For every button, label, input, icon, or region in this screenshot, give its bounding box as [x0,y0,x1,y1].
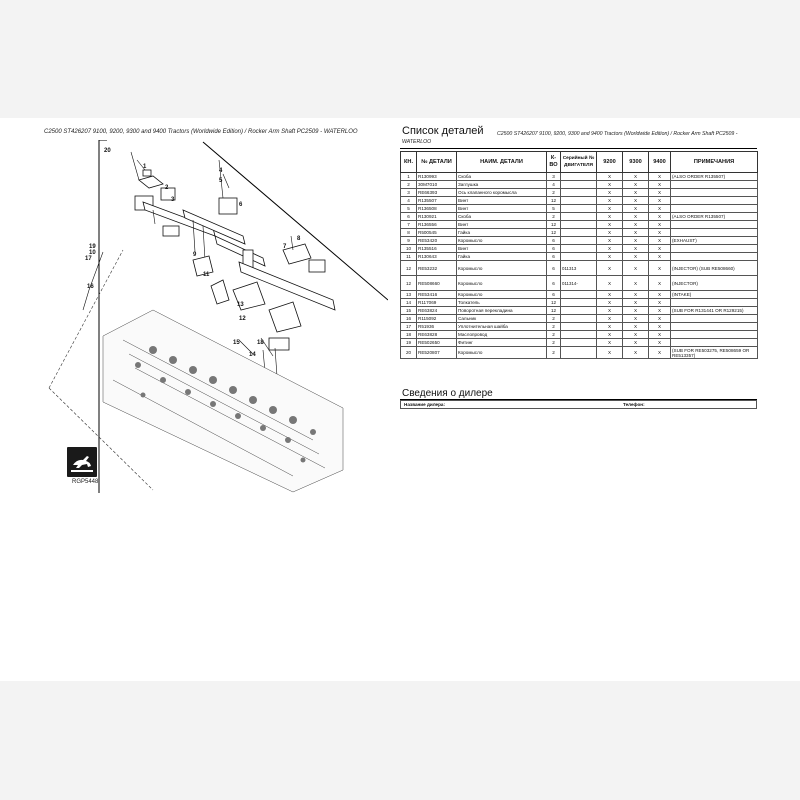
parts-list-heading: Список деталей [402,125,484,137]
callout-9: 9 [193,252,197,258]
table-cell-b: X [623,245,649,253]
table-cell-qty: 6 [547,237,561,245]
table-cell-name: Винт [457,245,547,253]
table-cell-note [671,189,758,197]
table-cell-n: 15 [401,307,417,315]
parts-table-body [401,173,758,359]
callout-18: 18 [257,340,264,346]
table-cell-b: X [623,237,649,245]
table-cell-b: X [623,339,649,347]
callout-14: 14 [249,352,256,358]
table-cell-part: R130921 [417,213,457,221]
table-cell-note [671,197,758,205]
table-cell-qty: 2 [547,331,561,339]
table-cell-n: 2 [401,181,417,189]
table-cell-n: 11 [401,253,417,261]
table-cell-b: X [623,213,649,221]
table-cell-n: 12 [401,276,417,291]
table-cell-note [671,181,758,189]
table-row [401,229,758,237]
callout-8: 8 [297,236,301,242]
dealer-info-row [400,400,757,409]
table-cell-serial [561,323,597,331]
table-cell-serial: 011314- [561,276,597,291]
table-cell-qty: 12 [547,197,561,205]
table-cell-a: X [597,197,623,205]
table-cell-c: X [649,229,671,237]
dealer-heading: Сведения о дилере [402,388,493,399]
table-row [401,347,758,359]
table-cell-note [671,221,758,229]
table-cell-note: (INJECTOR) [671,276,758,291]
table-cell-part: RE66393 [417,189,457,197]
table-cell-qty: 2 [547,339,561,347]
table-cell-name: Гайка [457,253,547,261]
diagram-title: C2500 ST426207 9100, 9200, 9300 and 9400 Tractors (Worldwide Edition) / Rocker Arm Shaft PC2509 - WATERLOO [44,129,358,135]
table-cell-note [671,253,758,261]
table-cell-part: R500545 [417,229,457,237]
table-cell-note: (INJECTOR) (SUB RE508660) [671,261,758,276]
table-cell-name: Скоба [457,173,547,181]
table-row [401,331,758,339]
table-cell-b: X [623,331,649,339]
table-cell-note: (SUB FOR R131441 OR R129215) [671,307,758,315]
table-cell-b: X [623,189,649,197]
table-cell-part: RE63824 [417,307,457,315]
table-cell-n: 17 [401,323,417,331]
table-cell-serial [561,347,597,359]
table-cell-a: X [597,213,623,221]
callout-17: 17 [85,256,92,262]
table-cell-n: 7 [401,221,417,229]
callout-4: 4 [219,168,223,174]
table-cell-c: X [649,245,671,253]
table-cell-name: Коромысло [457,291,547,299]
exploded-view-drawing [43,140,388,493]
table-cell-b: X [623,173,649,181]
diagram-code: RGP5448 [72,479,99,485]
table-cell-c: X [649,261,671,276]
table-row [401,237,758,245]
table-cell-part: R117069 [417,299,457,307]
table-cell-qty: 6 [547,291,561,299]
table-cell-serial [561,315,597,323]
table-cell-qty: 6 [547,276,561,291]
table-cell-serial [561,205,597,213]
table-row [401,276,758,291]
table-cell-b: X [623,276,649,291]
table-cell-c: X [649,173,671,181]
table-cell-c: X [649,307,671,315]
table-cell-name: Уплотнительная шайба [457,323,547,331]
table-row [401,197,758,205]
table-cell-a: X [597,339,623,347]
table-cell-serial [561,237,597,245]
table-cell-serial [561,245,597,253]
table-cell-serial [561,331,597,339]
table-cell-b: X [623,181,649,189]
table-cell-qty: 6 [547,245,561,253]
table-cell-part: RE520807 [417,347,457,359]
callout-5: 5 [219,178,223,184]
column-header: НАИМ. ДЕТАЛИ [457,152,547,173]
table-cell-qty: 6 [547,261,561,276]
table-cell-serial [561,291,597,299]
callout-1: 1 [143,164,147,170]
column-header: № ДЕТАЛИ [417,152,457,173]
table-cell-part: RE53420 [417,237,457,245]
table-cell-a: X [597,291,623,299]
table-cell-c: X [649,299,671,307]
table-row [401,323,758,331]
table-cell-name: Толкатель [457,299,547,307]
callout-6: 6 [239,202,243,208]
table-cell-qty: 2 [547,323,561,331]
table-cell-n: 8 [401,229,417,237]
table-cell-note [671,299,758,307]
table-cell-c: X [649,323,671,331]
table-cell-part: R135516 [417,245,457,253]
table-row [401,315,758,323]
table-cell-a: X [597,323,623,331]
table-cell-qty: 2 [547,189,561,197]
table-cell-n: 20 [401,347,417,359]
dealer-name-label: Название дилера: [404,402,446,407]
table-cell-qty: 2 [547,347,561,359]
heading-divider [400,148,757,149]
table-cell-qty: 2 [547,315,561,323]
table-cell-a: X [597,331,623,339]
table-cell-part: RE63828 [417,331,457,339]
column-header: ПРИМЕЧАНИЯ [671,152,758,173]
callout-2: 2 [165,185,169,191]
table-cell-c: X [649,237,671,245]
table-cell-c: X [649,205,671,213]
table-cell-part: RE502650 [417,339,457,347]
table-cell-c: X [649,315,671,323]
table-cell-a: X [597,261,623,276]
table-cell-a: X [597,229,623,237]
table-cell-name: Коромысло [457,261,547,276]
table-row [401,291,758,299]
table-cell-a: X [597,307,623,315]
table-cell-qty: 2 [547,213,561,221]
table-cell-b: X [623,261,649,276]
table-cell-name: Маслопровод [457,331,547,339]
table-cell-c: X [649,291,671,299]
table-cell-serial [561,253,597,261]
table-cell-note [671,331,758,339]
table-cell-name: Коромысло [457,276,547,291]
callout-16: 16 [87,284,94,290]
column-header: 9400 [649,152,671,173]
column-header: К-ВО [547,152,561,173]
table-cell-qty: 12 [547,221,561,229]
table-cell-a: X [597,253,623,261]
table-cell-n: 3 [401,189,417,197]
callout-15: 15 [233,340,240,346]
column-header: 9300 [623,152,649,173]
table-cell-n: 9 [401,237,417,245]
table-cell-qty: 12 [547,307,561,315]
table-row [401,221,758,229]
table-cell-b: X [623,347,649,359]
table-cell-name: Скоба [457,213,547,221]
column-header: Серийный № ДВИГАТЕЛЯ [561,152,597,173]
table-cell-serial [561,189,597,197]
table-cell-note: (SUB FOR RE503275, RE508659 OR RE513357) [671,347,758,359]
table-row [401,173,758,181]
table-cell-name: Коромысло [457,347,547,359]
table-cell-qty: 12 [547,229,561,237]
callout-3: 3 [171,197,175,203]
table-row [401,307,758,315]
callout-12: 12 [239,316,246,322]
table-row [401,299,758,307]
table-cell-c: X [649,347,671,359]
table-cell-b: X [623,205,649,213]
table-cell-serial [561,299,597,307]
table-cell-note [671,229,758,237]
table-cell-n: 16 [401,315,417,323]
table-cell-c: X [649,197,671,205]
table-cell-c: X [649,339,671,347]
column-header: 9200 [597,152,623,173]
table-cell-note: (ALSO ORDER R135507) [671,213,758,221]
john-deere-logo [67,447,97,477]
table-cell-name: Фитинг [457,339,547,347]
table-cell-b: X [623,221,649,229]
table-cell-a: X [597,181,623,189]
callout-20: 20 [104,148,111,154]
table-cell-b: X [623,253,649,261]
table-cell-note [671,339,758,347]
table-row [401,245,758,253]
table-cell-b: X [623,299,649,307]
table-row [401,181,758,189]
table-cell-c: X [649,221,671,229]
table-cell-note [671,205,758,213]
table-cell-serial [561,173,597,181]
table-cell-c: X [649,253,671,261]
table-cell-name: Гайка [457,229,547,237]
table-cell-note [671,323,758,331]
table-cell-note: (EXHAUST) [671,237,758,245]
table-row [401,205,758,213]
table-cell-serial [561,197,597,205]
table-cell-qty: 6 [547,253,561,261]
table-cell-a: X [597,205,623,213]
table-cell-a: X [597,347,623,359]
table-cell-part: R130993 [417,173,457,181]
table-cell-qty: 5 [547,205,561,213]
callout-10: 10 [89,250,96,256]
table-cell-serial [561,213,597,221]
exploded-view-diagram [43,140,388,493]
table-cell-b: X [623,323,649,331]
table-cell-qty: 3 [547,173,561,181]
table-row [401,213,758,221]
table-cell-part: RE53416 [417,291,457,299]
table-cell-n: 5 [401,205,417,213]
table-cell-qty: 12 [547,299,561,307]
table-cell-part: R136556 [417,221,457,229]
table-header-row [401,152,758,173]
table-cell-part: RE508660 [417,276,457,291]
callout-19: 19 [89,244,96,250]
table-cell-c: X [649,189,671,197]
table-cell-a: X [597,276,623,291]
parts-table [400,151,758,359]
table-cell-n: 14 [401,299,417,307]
table-cell-name: Винт [457,205,547,213]
table-cell-part: R115092 [417,315,457,323]
table-cell-a: X [597,299,623,307]
table-cell-n: 4 [401,197,417,205]
table-cell-n: 1 [401,173,417,181]
table-cell-part: R135507 [417,197,457,205]
table-cell-name: Заглушка [457,181,547,189]
table-cell-name: Поворотная перекладина [457,307,547,315]
table-cell-a: X [597,221,623,229]
table-cell-serial [561,181,597,189]
table-cell-name: Винт [457,221,547,229]
column-header: КН. [401,152,417,173]
table-row [401,253,758,261]
table-cell-part: R51936 [417,323,457,331]
table-cell-part: R136508 [417,205,457,213]
table-cell-note [671,245,758,253]
table-row [401,189,758,197]
table-cell-c: X [649,276,671,291]
table-cell-b: X [623,315,649,323]
table-cell-part: 30M7010 [417,181,457,189]
callout-11: 11 [203,272,210,278]
table-cell-name: Ось клапанного коромысла [457,189,547,197]
table-cell-part: RE53232 [417,261,457,276]
table-cell-serial [561,339,597,347]
table-cell-a: X [597,173,623,181]
table-cell-a: X [597,245,623,253]
table-cell-note: (INTAKE) [671,291,758,299]
table-cell-name: Сальник [457,315,547,323]
table-cell-serial [561,229,597,237]
table-cell-c: X [649,331,671,339]
parts-list-subtitle: C2500 ST426207 9100, 9200, 9300 and 9400 Tractors (Worldwide Edition) / Rocker Arm Shaft PC2509 - WATERLOO [402,131,738,145]
table-cell-serial [561,221,597,229]
table-cell-a: X [597,189,623,197]
table-cell-name: Коромысло [457,237,547,245]
table-cell-c: X [649,213,671,221]
table-cell-serial: 011313 [561,261,597,276]
deer-icon [67,447,97,477]
callout-13: 13 [237,302,244,308]
table-cell-serial [561,307,597,315]
table-cell-n: 18 [401,331,417,339]
table-cell-b: X [623,229,649,237]
table-cell-n: 6 [401,213,417,221]
table-cell-note [671,315,758,323]
table-cell-b: X [623,307,649,315]
table-cell-n: 12 [401,261,417,276]
table-cell-a: X [597,315,623,323]
table-cell-b: X [623,197,649,205]
table-cell-n: 19 [401,339,417,347]
dealer-phone-label: Телефон: [623,402,645,407]
table-row [401,339,758,347]
table-cell-name: Винт [457,197,547,205]
callout-7: 7 [283,244,287,250]
table-cell-a: X [597,237,623,245]
table-cell-note: (ALSO ORDER R135507) [671,173,758,181]
table-row [401,261,758,276]
table-cell-c: X [649,181,671,189]
table-cell-n: 10 [401,245,417,253]
table-cell-b: X [623,291,649,299]
table-cell-n: 13 [401,291,417,299]
table-cell-qty: 4 [547,181,561,189]
table-cell-part: R130643 [417,253,457,261]
